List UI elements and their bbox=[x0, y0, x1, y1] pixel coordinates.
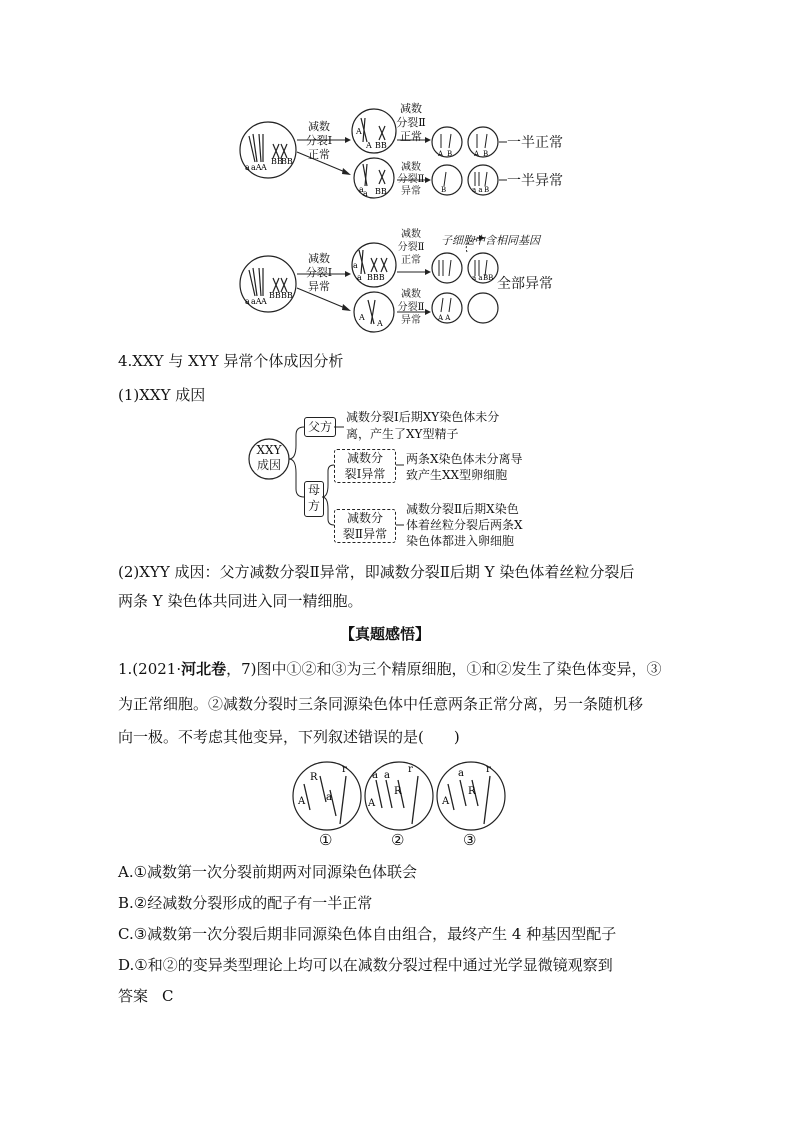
svg-text:BB: BB bbox=[483, 274, 494, 282]
mother-case1 bbox=[334, 449, 396, 483]
svg-text:A: A bbox=[377, 319, 383, 328]
d2-arrow1-line1: 减数 bbox=[308, 252, 330, 265]
svg-text:a: a bbox=[245, 297, 250, 306]
svg-text:a: a bbox=[357, 273, 362, 282]
d1-arrow3-label bbox=[391, 162, 431, 198]
d1-arrow1-line2: 分裂Ⅰ bbox=[305, 134, 333, 147]
svg-text:BB: BB bbox=[271, 157, 283, 166]
mother-node bbox=[304, 481, 324, 517]
svg-text:BB: BB bbox=[375, 187, 387, 196]
father-desc bbox=[346, 409, 499, 443]
cell-label-3: ③ bbox=[463, 831, 477, 849]
svg-text:BBB: BBB bbox=[367, 273, 385, 282]
d2-arrow2-line1: 减数 bbox=[401, 229, 421, 240]
d1-arrow2-label bbox=[391, 102, 431, 144]
mother-case1-line2: 裂Ⅰ异常 bbox=[344, 467, 386, 481]
section4-title: 4.XXY 与 XYY 异常个体成因分析 bbox=[118, 352, 344, 370]
tree-root-line1: XXY bbox=[256, 443, 282, 457]
question-prefix: 1.(2021· bbox=[118, 660, 182, 678]
svg-text:BB: BB bbox=[281, 157, 293, 166]
d2-arrow2-label bbox=[391, 228, 431, 267]
mother-case1-desc-line2: 致产生XX型卵细胞 bbox=[406, 468, 508, 482]
svg-text:A: A bbox=[438, 150, 444, 158]
meiosis-diagram-1 bbox=[235, 100, 575, 200]
svg-text:A: A bbox=[442, 796, 450, 807]
question-line2: 为正常细胞。②减数分裂时三条同源染色体中任意两条正常分离，另一条随机移 bbox=[118, 695, 644, 713]
svg-text:a: a bbox=[326, 792, 332, 803]
svg-text:a: a bbox=[384, 770, 390, 781]
svg-text:A: A bbox=[474, 150, 480, 158]
svg-text:a: a bbox=[458, 768, 464, 779]
d1-arrow2-line1: 减数 bbox=[400, 102, 422, 115]
svg-text:A: A bbox=[368, 798, 376, 809]
d1-arrow3-line3: 异常 bbox=[401, 186, 421, 197]
svg-text:A: A bbox=[261, 297, 267, 306]
tree-root-line2: 成因 bbox=[256, 458, 281, 472]
option-d: D.①和②的变异类型理论上均可以在减数分裂过程中通过光学显微镜观察到 bbox=[118, 956, 613, 974]
answer-label: 答案 bbox=[118, 987, 149, 1005]
xyy-line2: 两条 Y 染色体共同进入同一精细胞。 bbox=[118, 592, 363, 610]
svg-text:B: B bbox=[484, 186, 490, 194]
svg-text:aA: aA bbox=[251, 163, 262, 172]
option-b: B.②经减数分裂形成的配子有一半正常 bbox=[118, 894, 373, 912]
d2-arrow2-line3: 正常 bbox=[401, 255, 421, 266]
svg-text:a: a bbox=[245, 163, 250, 172]
d2-note: 子细胞中含相同基因 bbox=[441, 234, 540, 247]
d2-arrow1-line3: 异常 bbox=[308, 280, 330, 293]
mother-case2-line2: 裂Ⅱ异常 bbox=[342, 527, 388, 541]
d1-arrow3-line1: 减数 bbox=[401, 162, 421, 173]
d2-arrow3-label bbox=[391, 288, 431, 327]
mother-case2-desc bbox=[406, 501, 523, 549]
d1-arrow1-line1: 减数 bbox=[308, 120, 330, 133]
svg-text:A: A bbox=[356, 127, 362, 136]
father-desc-line2: 离，产生了XY型精子 bbox=[346, 427, 459, 441]
d1-result-bottom: 一半异常 bbox=[507, 173, 563, 189]
svg-text:B: B bbox=[483, 150, 489, 158]
option-c: C.③减数第一次分裂后期非同源染色体自由组合，最终产生 4 种基因型配子 bbox=[118, 925, 617, 943]
mother-case2-desc-line2: 体着丝粒分裂后两条X bbox=[406, 518, 523, 532]
mother-case2-desc-line1: 减数分裂Ⅱ后期X染色 bbox=[406, 502, 519, 516]
question-source: 河北卷 bbox=[181, 660, 227, 678]
mother-case2 bbox=[334, 509, 396, 543]
d2-arrow3-line1: 减数 bbox=[401, 289, 421, 300]
d1-arrow2-line3: 正常 bbox=[400, 130, 422, 143]
d1-arrow2-line2: 分裂Ⅱ bbox=[396, 116, 426, 129]
d1-arrow1-line3: 正常 bbox=[308, 148, 330, 161]
father-desc-line1: 减数分裂Ⅰ后期XY染色体未分 bbox=[346, 410, 500, 424]
d1-result-top: 一半正常 bbox=[507, 135, 563, 151]
answer-value: C bbox=[162, 987, 174, 1005]
option-a: A.①减数第一次分裂前期两对同源染色体联会 bbox=[118, 863, 418, 881]
mother-case1-desc-line1: 两条X染色体未分离导 bbox=[406, 452, 523, 466]
question-line1-rest: ，7)图中①②和③为三个精原细胞，①和②发生了染色体变异，③ bbox=[226, 660, 662, 678]
xyy-line1: (2)XYY 成因：父方减数分裂Ⅱ异常，即减数分裂Ⅱ后期 Y 染色体着丝粒分裂后 bbox=[118, 563, 635, 581]
d2-arrow1-label bbox=[295, 252, 343, 294]
svg-text:a a: a a bbox=[472, 186, 483, 194]
svg-text:BB: BB bbox=[281, 291, 293, 300]
father-node: 父方 bbox=[304, 417, 336, 437]
d2-arrow2-line2: 分裂Ⅱ bbox=[397, 242, 425, 253]
d2-arrow3-line2: 分裂Ⅱ bbox=[397, 302, 425, 313]
d2-arrow3-line3: 异常 bbox=[401, 315, 421, 326]
svg-text:a: a bbox=[363, 189, 368, 198]
svg-text:A A: A A bbox=[438, 314, 451, 322]
svg-text:A: A bbox=[359, 313, 365, 322]
svg-text:BB: BB bbox=[269, 291, 281, 300]
meiosis-diagram-2 bbox=[235, 228, 575, 338]
d2-result: 全部异常 bbox=[497, 276, 553, 292]
svg-text:BB: BB bbox=[375, 141, 387, 150]
svg-text:r: r bbox=[486, 764, 491, 775]
svg-text:a: a bbox=[359, 185, 364, 194]
cell-figures bbox=[290, 758, 510, 848]
svg-text:a: a bbox=[372, 770, 378, 781]
d1-arrow1-label bbox=[295, 120, 343, 162]
svg-text:a: a bbox=[353, 261, 358, 270]
cell-label-2: ② bbox=[391, 831, 405, 849]
mother-case1-line1: 减数分 bbox=[346, 451, 383, 465]
svg-text:A: A bbox=[298, 796, 306, 807]
section-heading: 【真题感悟】 bbox=[340, 625, 431, 643]
svg-text:R: R bbox=[394, 786, 402, 797]
svg-text:R: R bbox=[310, 772, 318, 783]
question-line1 bbox=[118, 659, 662, 679]
svg-text:R: R bbox=[468, 786, 476, 797]
mother-case2-desc-line3: 染色体都进入卵细胞 bbox=[406, 534, 515, 548]
xxy-cause-tree bbox=[248, 405, 588, 555]
tree-root bbox=[249, 443, 289, 473]
cell-label-1: ① bbox=[319, 831, 333, 849]
question-line3: 向一极。不考虑其他变异，下列叙述错误的是( ) bbox=[118, 728, 460, 746]
svg-text:a a: a a bbox=[472, 274, 483, 282]
svg-text:A: A bbox=[261, 163, 267, 172]
d1-arrow3-line2: 分裂Ⅱ bbox=[397, 174, 425, 185]
d2-arrow1-line2: 分裂Ⅰ bbox=[305, 266, 333, 279]
mother-case2-line1: 减数分 bbox=[346, 511, 383, 525]
mother-node-line2: 方 bbox=[307, 499, 320, 513]
answer-line bbox=[118, 986, 174, 1006]
mother-case1-desc bbox=[406, 451, 523, 483]
svg-text:aA: aA bbox=[251, 297, 262, 306]
svg-text:r: r bbox=[408, 764, 413, 775]
svg-text:B: B bbox=[447, 150, 453, 158]
mother-node-line1: 母 bbox=[307, 483, 320, 497]
section4-sub1: (1)XXY 成因 bbox=[118, 386, 206, 404]
svg-text:B: B bbox=[441, 186, 447, 194]
svg-text:r: r bbox=[342, 764, 347, 775]
svg-text:A: A bbox=[366, 141, 372, 150]
